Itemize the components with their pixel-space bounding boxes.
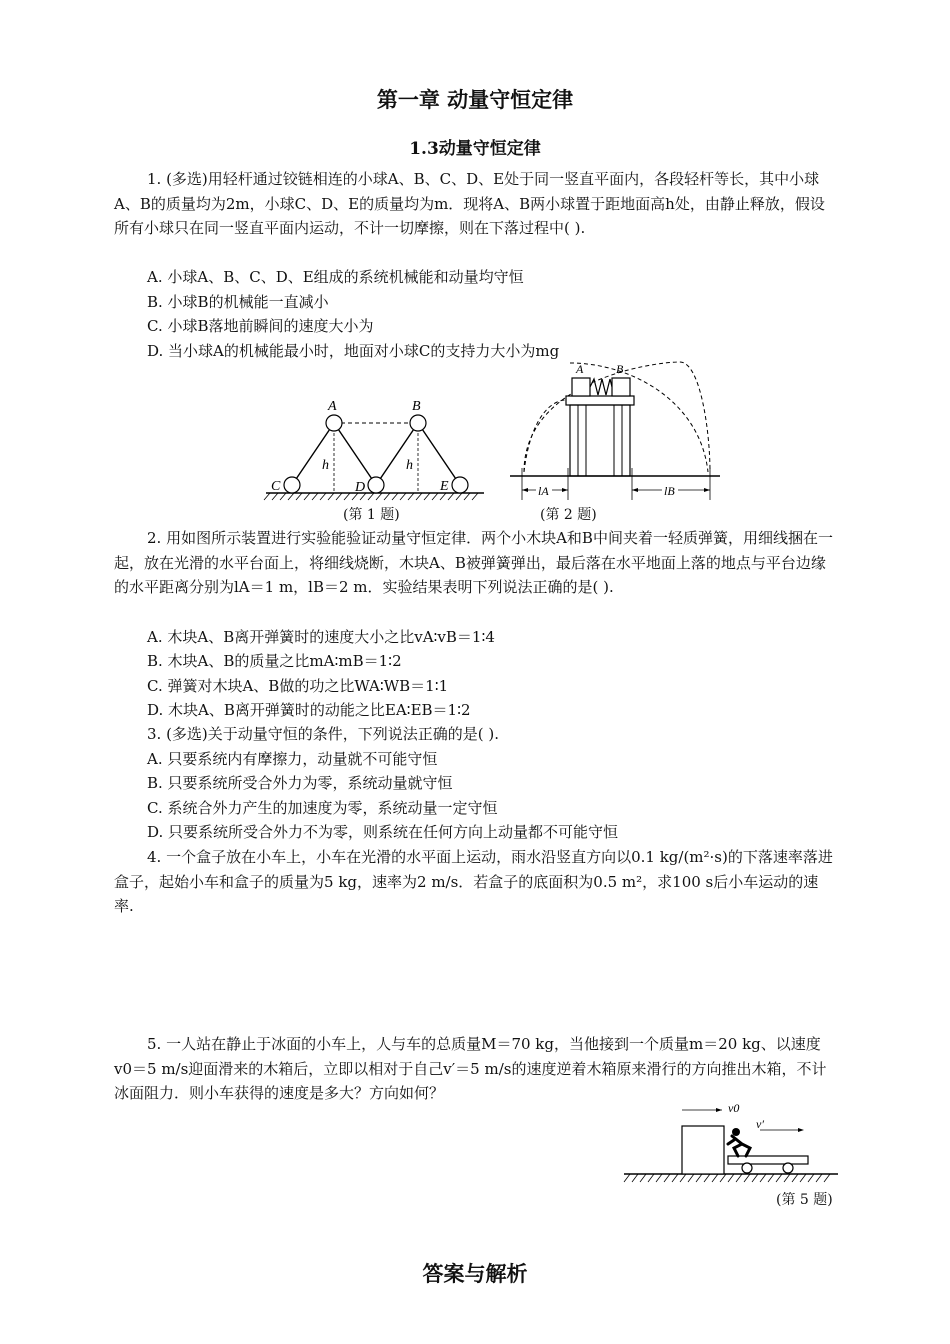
q2-option-c: C. 弹簧对木块A、B做的功之比WA∶WB＝1∶1 (147, 677, 449, 695)
fig1-label-a: A (328, 399, 337, 414)
q2-option-a: A. 木块A、B离开弹簧时的速度大小之比vA∶vB＝1∶4 (147, 628, 495, 646)
figure-1-diagram (262, 395, 488, 505)
q3-option-b: B. 只要系统所受合外力为零，系统动量就守恒 (147, 774, 453, 792)
fig1-label-h1: h (322, 458, 329, 473)
q1-option-c: C. 小球B落地前瞬间的速度大小为 (147, 317, 374, 335)
fig1-label-d: D (355, 480, 366, 495)
fig1-label-e: E (440, 479, 449, 494)
q1-option-b: B. 小球B的机械能一直减小 (147, 293, 329, 311)
fig5-label-v0: v0 (728, 1101, 740, 1115)
fig2-label-lb: lB (664, 484, 675, 498)
q2-option-b: B. 木块A、B的质量之比mA∶mB＝1∶2 (147, 652, 402, 670)
fig2-label-la: lA (538, 484, 549, 498)
q5-stem: 5. 一人站在静止于冰面的小车上，人与车的总质量M＝70 kg，当他接到一个质量m＝20 kg、以速度v0＝5 m/s迎面滑来的木箱后，立即以相对于自己v′＝5 m/s的速度逆着木箱原来滑行的方向推出木箱，不计冰面阻力．则小车获得的速度是多大？方向如何？ (114, 1035, 827, 1103)
fig5-label-vprime: v′ (756, 1117, 764, 1131)
chapter-title: 第一章 动量守恒定律 (376, 87, 574, 112)
q1-stem: 1. (多选)用轻杆通过铰链相连的小球A、B、C、D、E处于同一竖直平面内，各段轻杆等长，其中小球A、B的质量均为2m，小球C、D、E的质量均为m．现将A、B两小球置于距地面高h处，由静止释放，假设所有小球只在同一竖直平面内运动，不计一切摩擦，则在下落过程中( ). (114, 170, 825, 238)
figure-5-diagram (622, 1098, 840, 1190)
figure-2-caption: (第 2 题) (540, 507, 597, 523)
q1-option-d: D. 当小球A的机械能最小时，地面对小球C的支持力大小为mg (147, 342, 560, 360)
section-title: 1.3动量守恒定律 (409, 139, 541, 159)
figure-1-caption: (第 1 题) (343, 507, 400, 523)
figure-5-caption: (第 5 题) (776, 1192, 833, 1208)
q4-stem: 4. 一个盒子放在小车上，小车在光滑的水平面上运动，雨水沿竖直方向以0.1 kg/(m²·s)的下落速率落进盒子，起始小车和盒子的质量为5 kg，速率为2 m/s．若盒子的底面积为0.5 m²，求100 s后小车运动的速率. (114, 848, 833, 916)
q1-option-a: A. 小球A、B、C、D、E组成的系统机械能和动量均守恒 (147, 268, 524, 286)
fig2-label-a: A (576, 362, 584, 376)
fig1-label-c: C (271, 479, 281, 494)
fig1-label-h2: h (406, 458, 413, 473)
fig2-label-b: B (616, 362, 624, 376)
q3-option-d: D. 只要系统所受合外力不为零，则系统在任何方向上动量都不可能守恒 (147, 823, 619, 841)
q3-stem: 3. (多选)关于动量守恒的条件，下列说法正确的是( ). (147, 725, 500, 743)
q3-option-a: A. 只要系统内有摩擦力，动量就不可能守恒 (147, 750, 438, 768)
fig1-label-b: B (412, 399, 421, 414)
q3-option-c: C. 系统合外力产生的加速度为零，系统动量一定守恒 (147, 799, 498, 817)
q2-stem: 2. 用如图所示装置进行实验能验证动量守恒定律．两个小木块A和B中间夹着一轻质弹簧，用细线捆在一起，放在光滑的水平台面上，将细线烧断，木块A、B被弹簧弹出，最后落在水平地面上落的地点与平台边缘的水平距离分别为lA＝1 m，lB＝2 m．实验结果表明下列说法正确的是( ). (114, 529, 833, 597)
answer-title: 答案与解析 (422, 1261, 528, 1286)
q2-option-d: D. 木块A、B离开弹簧时的动能之比EA∶EB＝1∶2 (147, 701, 471, 719)
figure-2-diagram (510, 360, 720, 510)
